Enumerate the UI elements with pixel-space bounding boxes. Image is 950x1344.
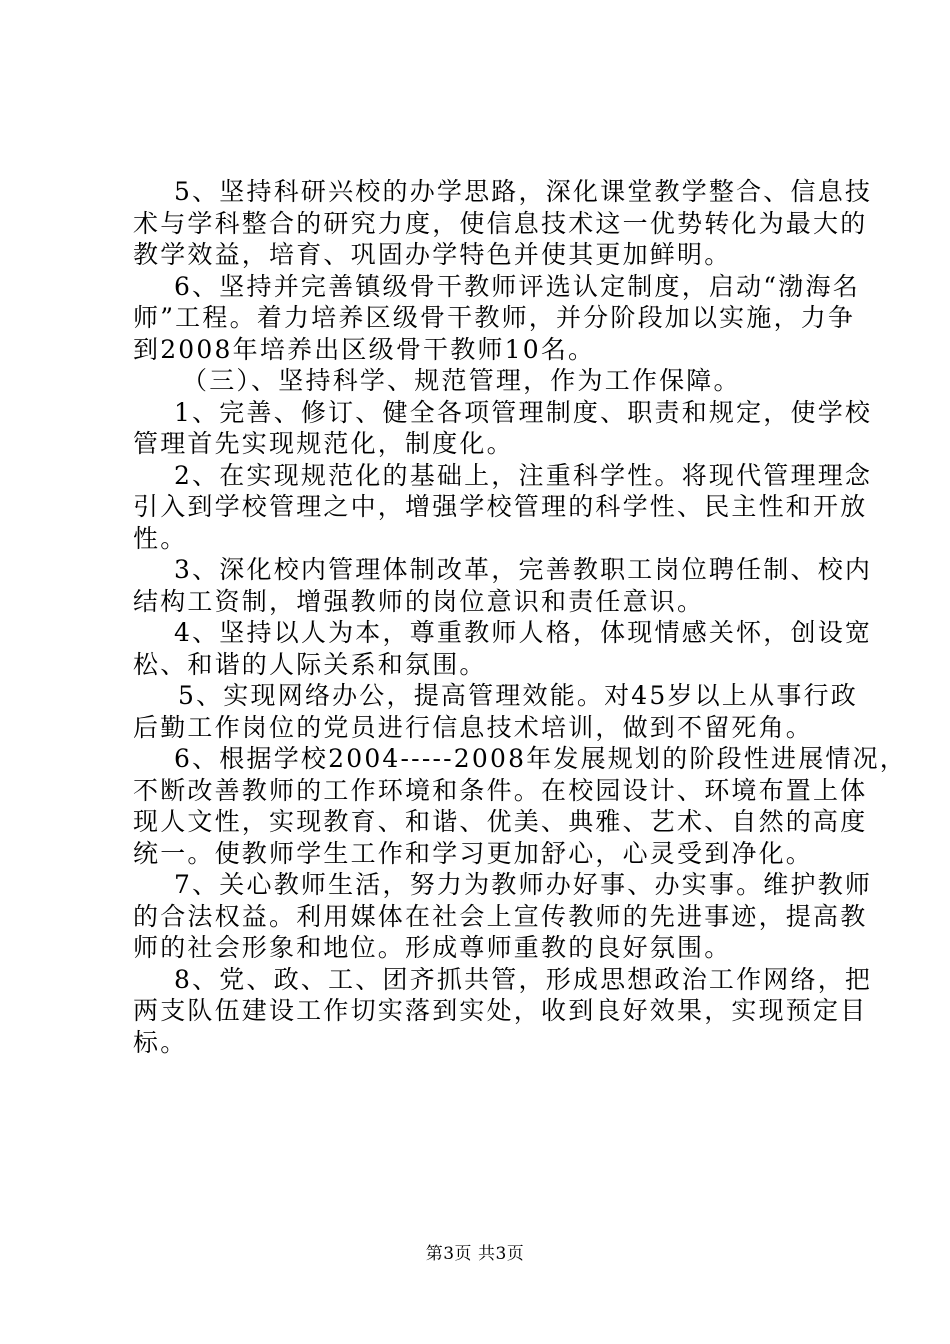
text-line: （三）、坚持科学、规范管理，作为工作保障。 — [182, 366, 741, 395]
text-line: 管理首先实现规范化，制度化。 — [133, 429, 514, 458]
text-line: 4、坚持以人为本，尊重教师人格，体现情感关怀，创设宽 — [174, 618, 873, 647]
text-line: 8、党、政、工、团齐抓共管，形成思想政治工作网络，把 — [174, 964, 873, 994]
text-line: 2、在实现规范化的基础上，注重科学性。将现代管理理念 — [174, 460, 873, 490]
text-line: 性。 — [133, 523, 188, 553]
text-line: 教学效益，培育、巩固办学特色并使其更加鲜明。 — [133, 240, 732, 269]
text-line: 6、坚持并完善镇级骨干教师评选认定制度，启动“渤海名 — [174, 271, 860, 301]
text-line: 引入到学校管理之中，增强学校管理的科学性、民主性和开放 — [133, 492, 868, 521]
text-line: 现人文性，实现教育、和谐、优美、典雅、艺术、自然的高度 — [133, 807, 868, 836]
text-line: 的合法权益。利用媒体在社会上宣传教师的先进事迹，提高教 — [133, 901, 868, 931]
text-line: 师”工程。着力培养区级骨干教师，并分阶段加以实施，力争 — [133, 303, 856, 332]
text-line: 不断改善教师的工作环境和条件。在校园设计、环境布置上体 — [133, 775, 868, 805]
text-line: 3、深化校内管理体制改革，完善教职工岗位聘任制、校内 — [174, 555, 873, 584]
text-line: 到2008年培养出区级骨干教师10名。 — [133, 334, 596, 364]
text-line: 两支队伍建设工作切实落到实处，收到良好效果，实现预定目 — [133, 996, 868, 1025]
text-line: 结构工资制，增强教师的岗位意识和责任意识。 — [133, 586, 705, 616]
text-line: 统一。使教师学生工作和学习更加舒心，心灵受到净化。 — [133, 838, 814, 868]
text-line: 松、和谐的人际关系和氛围。 — [133, 649, 487, 679]
text-line: 6、根据学校2004-----2008年发展规划的阶段性进展情况， — [174, 744, 907, 773]
page-footer: 第3页 共3页 — [425, 1244, 525, 1264]
text-line: 5、坚持科研兴校的办学思路，深化课堂教学整合、信息技 — [174, 177, 873, 206]
text-line: 7、关心教师生活，努力为教师办好事、办实事。维护教师 — [174, 870, 873, 899]
text-line: 术与学科整合的研究力度，使信息技术这一优势转化为最大的 — [133, 208, 868, 238]
text-line: 1、完善、修订、健全各项管理制度、职责和规定，使学校 — [174, 397, 873, 427]
document-body — [133, 176, 907, 1058]
text-line: 标。 — [133, 1027, 188, 1057]
text-line: 5、实现网络办公，提高管理效能。对45岁以上从事行政 — [178, 681, 858, 710]
text-line: 师的社会形象和地位。形成尊师重教的良好氛围。 — [133, 933, 732, 962]
text-line: 后勤工作岗位的党员进行信息技术培训，做到不留死角。 — [133, 712, 814, 742]
